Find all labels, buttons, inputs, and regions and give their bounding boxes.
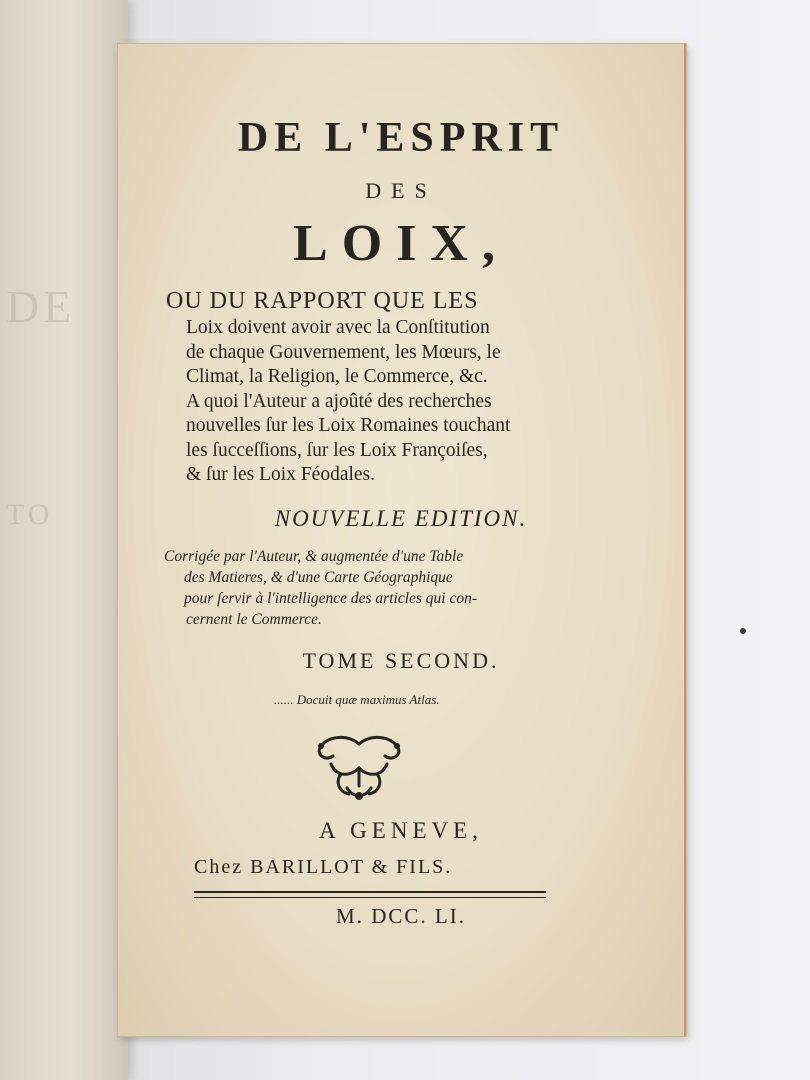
volume-line: TOME SECOND. [302, 648, 500, 673]
subtitle-line: & ſur les Loix Féodales. [186, 464, 376, 485]
edition-line: NOUVELLE EDITION. [274, 506, 528, 531]
imprint-place: A GENEVE, [319, 818, 483, 843]
surface-speck [740, 628, 746, 634]
subtitle-body [186, 316, 616, 488]
book-cover-left [0, 0, 128, 1080]
printers-ornament-icon [311, 734, 407, 806]
cover-ghost-text: TO [6, 498, 54, 531]
title-line-3: LOIX, [293, 215, 509, 272]
imprint-date: M. DCC. LI. [336, 904, 466, 928]
correction-note [164, 546, 634, 630]
correction-line: des Matieres, & d'une Carte Géographique [184, 569, 453, 586]
title-line-2: DES [365, 178, 437, 203]
double-rule-top [194, 891, 546, 893]
subtitle-line: Loix doivent avoir avec la Conſtitution [186, 317, 490, 338]
subtitle-line: de chaque Gouvernement, les Mœurs, le [186, 341, 501, 363]
subtitle-line: nouvelles ſur les Loix Romaines touchant [186, 415, 511, 436]
correction-line: pour ſervir à l'intelligence des articles qui con- [184, 590, 478, 607]
correction-line: cernent le Commerce. [186, 611, 322, 628]
imprint-publisher: Chez BARILLOT & FILS. [194, 856, 453, 878]
cover-ghost-text: DE [6, 281, 76, 332]
subtitle-line: les ſucceſſions, ſur les Loix Françoiſes, [186, 439, 488, 461]
title-line-1: DE L'ESPRIT [237, 115, 565, 161]
subtitle-line: Climat, la Religion, le Commerce, &c. [186, 366, 488, 387]
subtitle-head: OU DU RAPPORT QUE LES [166, 288, 479, 314]
title-page [118, 44, 686, 1036]
epigraph: ...... Docuit quæ maximus Atlas. [274, 692, 440, 707]
double-rule-bottom [194, 897, 546, 898]
subtitle-line: A quoi l'Auteur a ajoûté des recherches [186, 390, 492, 412]
correction-line: Corrigée par l'Auteur, & augmentée d'une Table [164, 548, 464, 565]
